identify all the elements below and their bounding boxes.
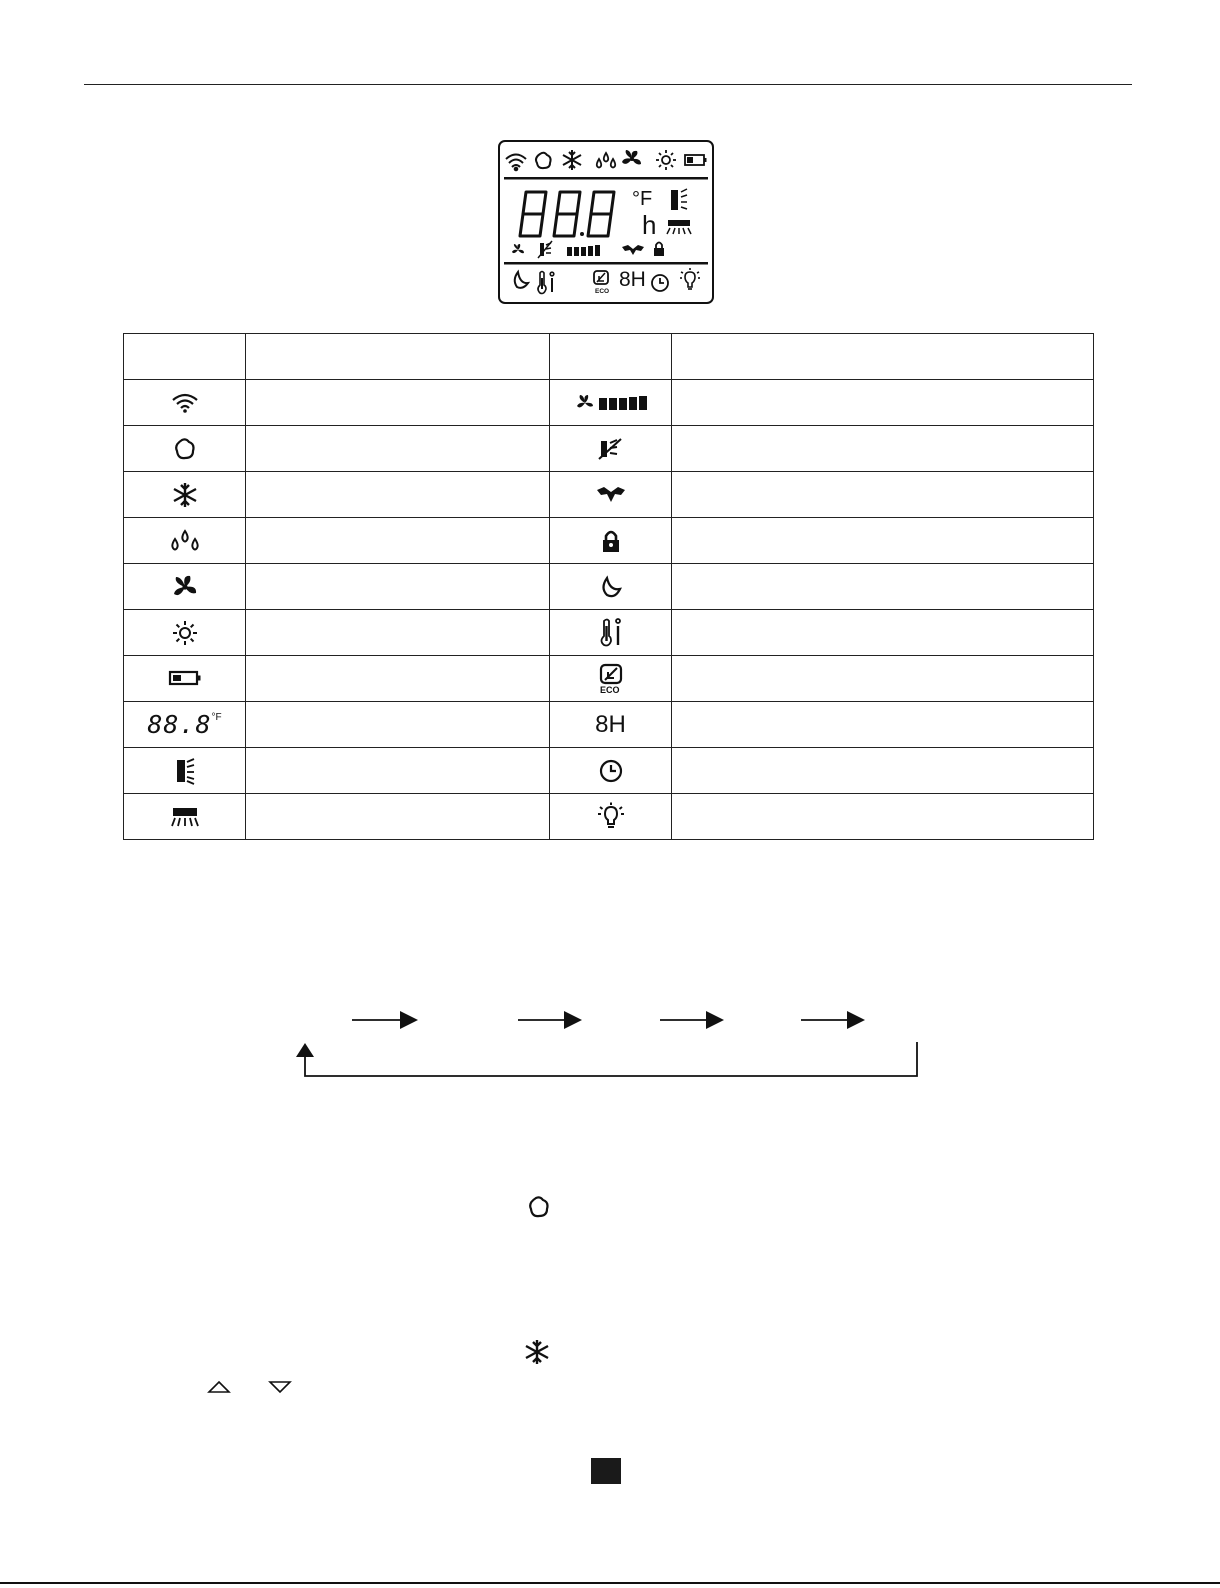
lcd-sun-icon xyxy=(656,150,676,170)
symbol-description xyxy=(672,610,1094,656)
symbol-description xyxy=(246,794,550,840)
table-header-cell xyxy=(246,334,550,380)
cycle-arrow xyxy=(801,1011,865,1029)
table-header-cell xyxy=(550,334,672,380)
symbol-description xyxy=(672,518,1094,564)
table-row xyxy=(124,518,1094,564)
lcd-vertical-swing-icon xyxy=(671,189,687,210)
sun-heat-icon xyxy=(171,619,199,647)
lcd-fan-speed-bars xyxy=(567,245,600,256)
table-row xyxy=(124,564,1094,610)
timer-8h-icon: 8H xyxy=(595,710,626,738)
symbol-description xyxy=(246,518,550,564)
table-header-row xyxy=(124,334,1094,380)
horizontal-swing-icon xyxy=(170,805,200,829)
table-row xyxy=(124,702,1094,748)
vertical-swing-icon xyxy=(173,757,197,785)
footer-rule xyxy=(0,1582,1220,1584)
turbo-icon xyxy=(596,485,626,505)
lcd-lock-icon xyxy=(654,243,664,257)
lcd-moon-icon xyxy=(515,272,528,288)
lcd-auto-icon xyxy=(536,153,551,168)
temperature-digits-text: 88.8 xyxy=(147,710,212,739)
symbol-description xyxy=(246,564,550,610)
eco-text: ECO xyxy=(599,684,620,695)
symbol-description xyxy=(672,380,1094,426)
lcd-timer-label: 8H xyxy=(619,268,646,291)
up-triangle-icon xyxy=(207,1380,231,1399)
cycle-arrow xyxy=(352,1011,418,1029)
moon-sleep-icon xyxy=(599,575,623,599)
clock-icon xyxy=(598,758,624,784)
lcd-small-fan-icon xyxy=(512,244,524,253)
lcd-display-graphics xyxy=(500,142,716,306)
symbol-description xyxy=(246,380,550,426)
header-rule xyxy=(84,84,1132,85)
symbol-description xyxy=(672,472,1094,518)
auto-mode-icon xyxy=(527,1195,551,1224)
symbol-description xyxy=(246,426,550,472)
symbol-description xyxy=(672,564,1094,610)
lcd-wifi-icon xyxy=(506,155,526,171)
table-row xyxy=(124,380,1094,426)
symbol-description xyxy=(672,702,1094,748)
lcd-bulb-icon xyxy=(680,268,700,289)
table-header-cell xyxy=(124,334,246,380)
symbol-description xyxy=(246,472,550,518)
lcd-unit-label: °F xyxy=(632,188,653,210)
eco-leaf-icon xyxy=(596,663,626,695)
fan-icon xyxy=(171,573,199,601)
lcd-eco-icon xyxy=(594,271,609,295)
down-triangle-icon xyxy=(268,1380,292,1399)
dry-drops-icon xyxy=(170,529,200,553)
lcd-horizontal-swing-icon xyxy=(667,220,691,234)
table-row xyxy=(124,794,1094,840)
table-row xyxy=(124,610,1094,656)
lcd-eco-text: ECO xyxy=(595,288,610,295)
lcd-thermometer-icon xyxy=(538,272,554,294)
symbol-description xyxy=(246,610,550,656)
lcd-hour-label: h xyxy=(642,210,657,240)
auto-mode-icon xyxy=(173,437,197,461)
table-row xyxy=(124,472,1094,518)
lcd-bottom-separator xyxy=(504,262,708,265)
fan-speed-bars-icon xyxy=(575,392,647,414)
symbol-description xyxy=(672,426,1094,472)
cycle-return-arrowhead xyxy=(296,1043,314,1057)
symbol-description xyxy=(672,656,1094,702)
lock-icon xyxy=(601,529,621,553)
swing-off-icon xyxy=(597,437,625,461)
lcd-clock-icon xyxy=(652,275,668,291)
wifi-icon xyxy=(171,391,199,415)
battery-icon xyxy=(168,669,202,687)
lcd-turbo-icon xyxy=(622,245,644,255)
temperature-unit-text: °F xyxy=(211,712,222,723)
snowflake-icon xyxy=(171,481,199,509)
symbol-description xyxy=(246,702,550,748)
cycle-arrow xyxy=(518,1011,582,1029)
lcd-digits xyxy=(520,192,614,236)
temperature-digits-icon xyxy=(147,710,221,739)
cycle-return-line xyxy=(305,1042,917,1076)
light-bulb-icon xyxy=(596,802,626,832)
lcd-drops-icon xyxy=(597,153,616,168)
symbol-description xyxy=(672,748,1094,794)
lcd-fan-icon xyxy=(622,150,641,164)
table-row xyxy=(124,426,1094,472)
symbol-description xyxy=(672,794,1094,840)
mode-cycle-diagram xyxy=(0,1000,1220,1090)
snowflake-icon xyxy=(523,1338,551,1371)
symbol-description xyxy=(246,656,550,702)
table-header-cell xyxy=(672,334,1094,380)
lcd-swing-off-icon xyxy=(538,241,552,258)
table-row xyxy=(124,656,1094,702)
lcd-display xyxy=(498,140,714,304)
lcd-top-separator xyxy=(504,177,708,180)
lcd-battery-icon xyxy=(685,155,707,165)
thermometer-icon xyxy=(598,618,624,648)
lcd-snowflake-icon xyxy=(563,150,581,170)
page-number-box xyxy=(591,1458,621,1484)
symbol-table xyxy=(123,333,1094,840)
symbol-description xyxy=(246,748,550,794)
table-row xyxy=(124,748,1094,794)
cycle-arrow xyxy=(660,1011,724,1029)
